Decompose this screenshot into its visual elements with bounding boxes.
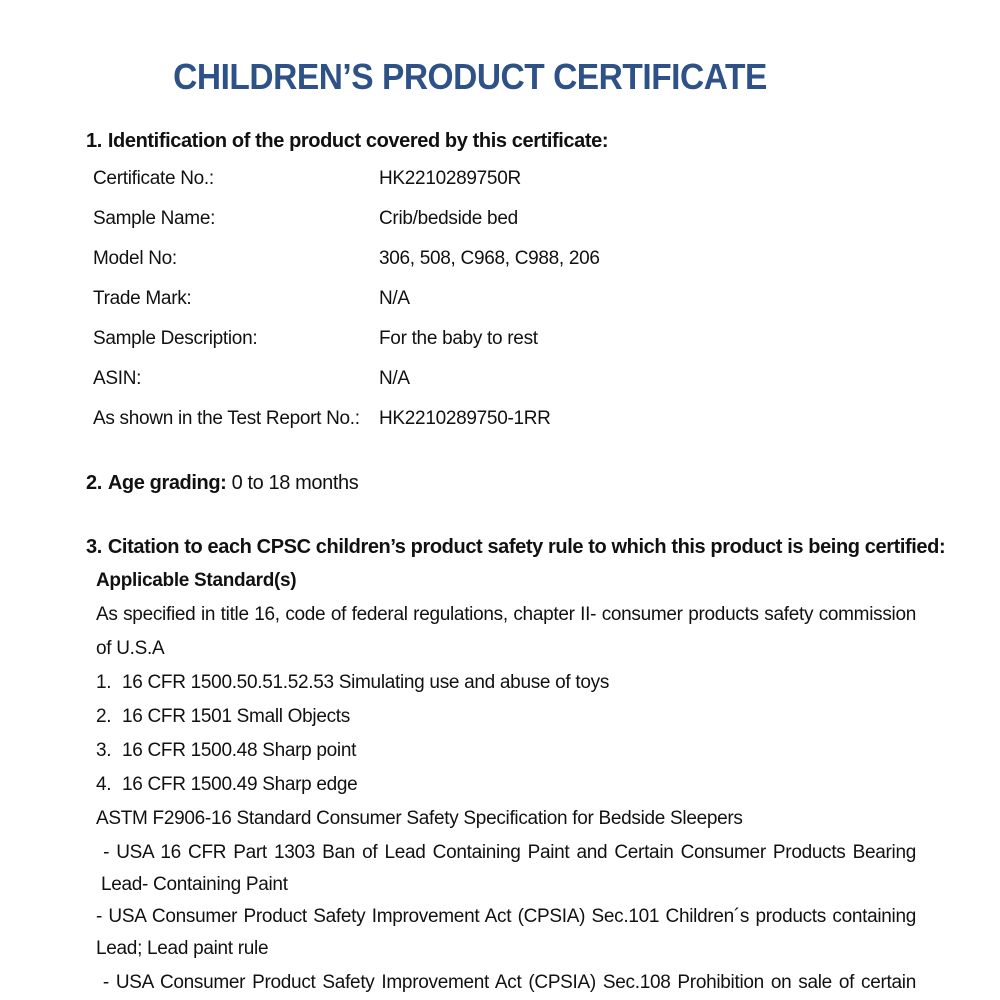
regulation-line: - USA Consumer Product Safety Improvement Act (CPSIA) Sec.101 Children´s products containing [96, 906, 916, 927]
list-item-text: 16 CFR 1500.50.51.52.53 Simulating use and abuse of toys [122, 672, 610, 693]
intro-text-line: As specified in title 16, code of federal regulations, chapter II- consumer products safety commission [96, 604, 916, 625]
id-value: Crib/bedside bed [379, 208, 518, 229]
id-value: N/A [379, 368, 410, 389]
id-row-sample-name [93, 206, 793, 246]
id-label: Sample Name: [93, 208, 216, 229]
regulation-line: - USA Consumer Product Safety Improvement Act (CPSIA) Sec.108 Prohibition on sale of certain [96, 972, 916, 993]
id-value: HK2210289750-1RR [379, 408, 551, 429]
astm-standard: ASTM F2906-16 Standard Consumer Safety Specification for Bedside Sleepers [96, 808, 743, 829]
section-3-body [96, 564, 916, 1000]
section-3-heading [86, 536, 945, 559]
id-value: 306, 508, C968, C988, 206 [379, 248, 600, 269]
section-2-title: Age grading: [107, 472, 227, 494]
id-label: Model No: [93, 248, 177, 269]
section-1-title: Identification of the product covered by this certificate: [107, 130, 609, 152]
section-1-number: 1. [86, 130, 102, 152]
list-item-text: 16 CFR 1500.49 Sharp edge [122, 774, 358, 795]
applicable-standards-subheading: Applicable Standard(s) [96, 570, 297, 591]
list-item [96, 768, 916, 802]
id-row-model-no [93, 246, 793, 286]
id-value: N/A [379, 288, 410, 309]
id-row-test-report-no [93, 406, 793, 446]
id-label: Sample Description: [93, 328, 258, 349]
list-item-number: 1. [96, 672, 112, 693]
regulation-line: Lead; Lead paint rule [96, 938, 269, 959]
intro-text-line: of U.S.A [96, 638, 165, 659]
list-item-number: 4. [96, 774, 112, 795]
list-item [96, 666, 916, 700]
id-row-sample-description [93, 326, 793, 366]
id-value: HK2210289750R [379, 168, 521, 189]
id-label: Certificate No.: [93, 168, 214, 189]
section-3-number: 3. [86, 536, 102, 558]
id-label: ASIN: [93, 368, 142, 389]
section-2-number: 2. [86, 472, 102, 494]
regulation-line: Lead- Containing Paint [96, 874, 288, 895]
id-label: As shown in the Test Report No.: [93, 408, 360, 429]
id-row-trade-mark [93, 286, 793, 326]
identification-table [93, 166, 793, 446]
list-item-text: 16 CFR 1501 Small Objects [122, 706, 350, 727]
section-2-heading [86, 472, 358, 495]
age-grading-value: 0 to 18 months [231, 472, 359, 494]
regulation-line: - USA 16 CFR Part 1303 Ban of Lead Containing Paint and Certain Consumer Products Bearing [96, 842, 916, 863]
list-item-number: 2. [96, 706, 112, 727]
id-value: For the baby to rest [379, 328, 538, 349]
list-item-number: 3. [96, 740, 112, 761]
list-item [96, 734, 916, 768]
section-3-title: Citation to each CPSC children’s product safety rule to which this product is being certified: [107, 536, 946, 558]
id-label: Trade Mark: [93, 288, 192, 309]
list-item [96, 700, 916, 734]
list-item-text: 16 CFR 1500.48 Sharp point [122, 740, 357, 761]
section-1-heading [86, 130, 608, 153]
page-title: CHILDREN’S PRODUCT CERTIFICATE [173, 56, 767, 97]
id-row-certificate-no [93, 166, 793, 206]
id-row-asin [93, 366, 793, 406]
